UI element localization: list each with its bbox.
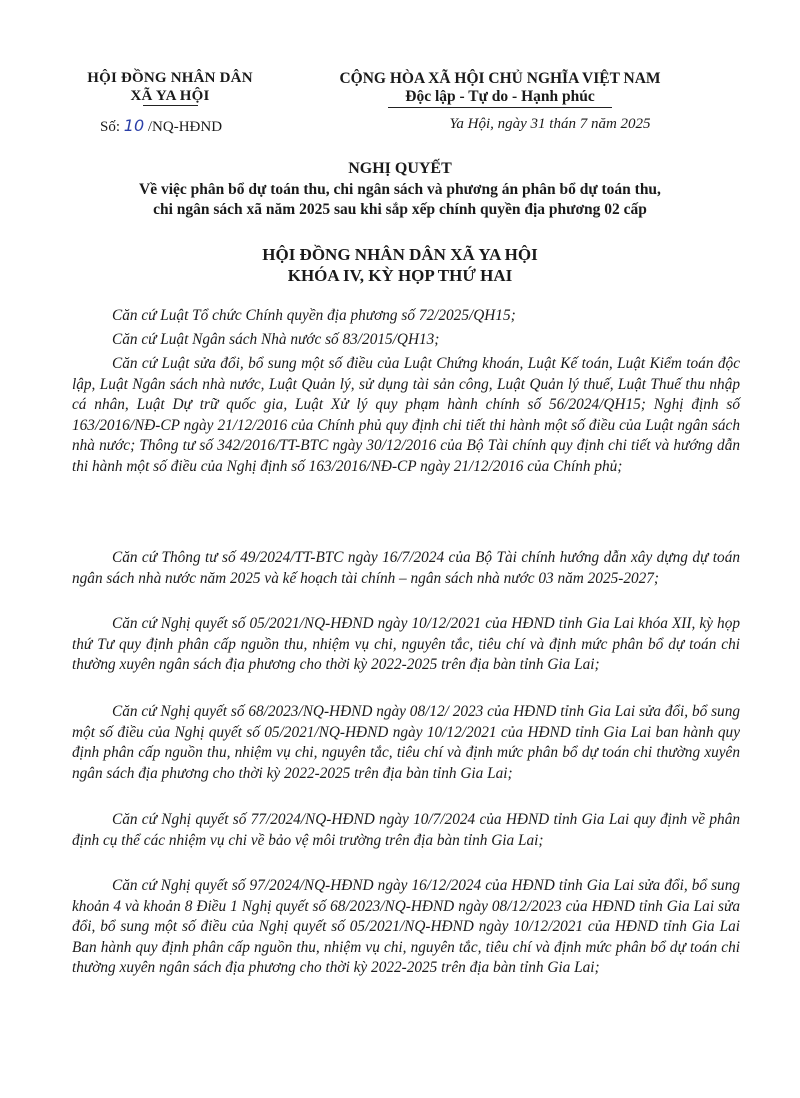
subject-line1: Về việc phân bổ dự toán thu, chi ngân sách và phương án phân bổ dự toán thu, <box>139 181 661 198</box>
motto-underline <box>388 107 612 108</box>
council-name-line2: XÃ YA HỘI <box>130 88 210 104</box>
preamble-item-1: Căn cứ Luật Tổ chức Chính quyền địa phương số 72/2025/QH15; <box>112 307 516 324</box>
document-number <box>100 116 222 136</box>
issuer-line1: HỘI ĐỒNG NHÂN DÂN XÃ YA HỘI <box>262 245 538 264</box>
council-name-line1: HỘI ĐỒNG NHÂN DÂN <box>87 70 253 86</box>
document-number-prefix: Số: <box>100 119 121 135</box>
national-title: CỘNG HÒA XÃ HỘI CHỦ NGHĨA VIỆT NAM <box>339 70 661 87</box>
national-motto: Độc lập - Tự do - Hạnh phúc <box>405 88 595 105</box>
document-number-handwritten: 10 <box>123 116 145 135</box>
issuer-line2: KHÓA IV, KỲ HỌP THỨ HAI <box>287 266 513 285</box>
preamble-item-8: Căn cứ Nghị quyết số 97/2024/NQ-HĐND ngày 16/12/2024 của HĐND tỉnh Gia Lai sửa đổi, bổ sung khoản 4 và khoản 8 Điều 1 Nghị quyết số 68/2023/NQ-HĐND ngày 08/12/2023 của HĐND tỉnh Gia Lai sửa đổi, bổ sung một số điều của Nghị quyết số 05/2021/NQ-HĐND ngày 10/12/2021 của HĐND tỉnh Gia Lai Ban hành quy định phân cấp nguồn thu, nhiệm vụ chi, nguyên tắc, tiêu chí và định mức phân bổ dự toán chi thường xuyên ngân sách địa phương cho thời kỳ 2022-2025 trên địa bàn tỉnh Gia Lai; <box>72 877 740 977</box>
subject-line2: chi ngân sách xã năm 2025 sau khi sắp xếp chính quyền địa phương 02 cấp <box>153 201 647 218</box>
preamble-item-4: Căn cứ Thông tư số 49/2024/TT-BTC ngày 16/7/2024 của Bộ Tài chính hướng dẫn xây dựng dự toán ngân sách nhà nước năm 2025 và kế hoạch tài chính – ngân sách nhà nước 03 năm 2025-2027; <box>72 549 740 587</box>
preamble-item-3: Căn cứ Luật sửa đổi, bổ sung một số điều của Luật Chứng khoán, Luật Kế toán, Luật Kiểm toán độc lập, Luật Ngân sách nhà nước, Luật Quản lý, sử dụng tài sản công, Luật Quản lý thuế, Luật Thuế thu nhập cá nhân, Luật Dự trữ quốc gia, Luật Xử lý quy phạm hành chính số 56/2024/QH15; Nghị định số 163/2016/NĐ-CP ngày 21/12/2016 của Chính phủ quy định chi tiết thi hành một số điều của Luật ngân sách nhà nước; Thông tư số 342/2016/TT-BTC ngày 30/12/2016 của Bộ Tài chính quy định chi tiết và hướng dẫn thi hành một số điều của Nghị định số 163/2016/NĐ-CP ngày 21/12/2016 của Chính phủ; <box>72 355 740 475</box>
preamble-item-6: Căn cứ Nghị quyết số 68/2023/NQ-HĐND ngày 08/12/ 2023 của HĐND tỉnh Gia Lai sửa đổi, bổ sung một số điều của Nghị quyết số 05/2021/NQ-HĐND ngày 10/12/2021 của HĐND tỉnh Gia Lai ban hành quy định phân cấp nguồn thu, nhiệm vụ chi, nguyên tắc, tiêu chí và định mức phân bổ dự toán chi thường xuyên ngân sách địa phương cho thời kỳ 2022-2025 trên địa bàn tỉnh Gia Lai; <box>72 703 740 782</box>
preamble-item-7: Căn cứ Nghị quyết số 77/2024/NQ-HĐND ngày 10/7/2024 của HĐND tỉnh Gia Lai quy định về phân định cụ thể các nhiệm vụ chi về bảo vệ môi trường trên địa bàn tỉnh Gia Lai; <box>72 811 740 849</box>
place-and-date: Ya Hội, ngày 31 thán 7 năm 2025 <box>449 116 651 132</box>
preamble-item-2: Căn cứ Luật Ngân sách Nhà nước số 83/2015/QH13; <box>112 331 440 348</box>
document-kind: NGHỊ QUYẾT <box>348 160 452 177</box>
preamble-item-5: Căn cứ Nghị quyết số 05/2021/NQ-HĐND ngày 10/12/2021 của HĐND tỉnh Gia Lai khóa XII, kỳ họp thứ Tư quy định phân cấp nguồn thu, nhiệm vụ chi, nguyên tắc, tiêu chí và định mức phân bổ dự toán chi thường xuyên ngân sách địa phương cho thời kỳ 2022-2025 trên địa bàn tỉnh Gia Lai; <box>72 615 740 674</box>
council-underline <box>143 105 198 106</box>
document-number-suffix: /NQ-HĐND <box>147 119 223 135</box>
